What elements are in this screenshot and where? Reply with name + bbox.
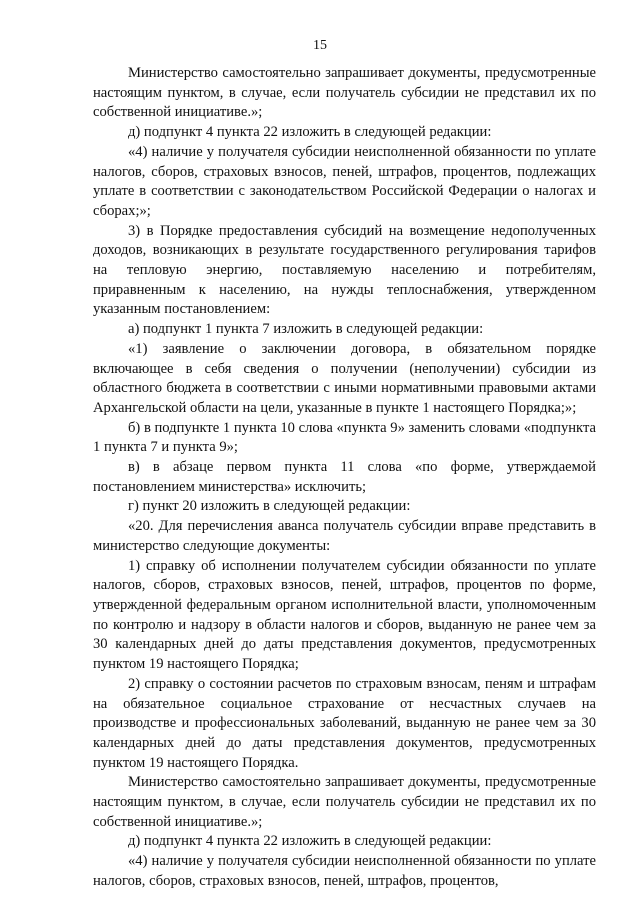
- paragraph: в) в абзаце первом пункта 11 слова «по форме, утверждаемой постановлением министерства» исключить;: [93, 459, 596, 495]
- paragraph: д) подпункт 4 пункта 22 изложить в следующей редакции:: [128, 124, 492, 141]
- paragraph: «4) наличие у получателя субсидии неисполненной обязанности по уплате налогов, сборов, страховых взносов, пеней, штрафов, процентов, подлежащих уплате в соответствии с законодательством Российской Федерации о налогах и сборах;»;: [93, 143, 596, 219]
- paragraph: 1) справку об исполнении получателем субсидии обязанности по уплате налогов, сборов, страховых взносов, пеней, штрафов, процентов по форме, утвержденной федеральным органом исполнительной власти, уполномоченным по контролю и надзору в области налогов и сборов, выданную не ранее чем за 30 календарных дней до даты представления документов, предусмотренных пунктом 19 настоящего Порядка;: [93, 557, 596, 673]
- paragraph: д) подпункт 4 пункта 22 изложить в следующей редакции:: [128, 833, 492, 850]
- paragraph: 2) справку о состоянии расчетов по страховым взносам, пеням и штрафам на обязательное социальное страхование от несчастных случаев на производстве и профессиональных заболеваний, выданную не ранее чем за 30 календарных дней до даты представления документов, предусмотренных пунктом 19 настоящего Порядка.: [93, 675, 596, 771]
- paragraph: б) в подпункте 1 пункта 10 слова «пункта 9» заменить словами «подпункта 1 пункта 7 и пункта 9»;: [93, 419, 596, 456]
- paragraph: а) подпункт 1 пункта 7 изложить в следующей редакции:: [128, 321, 484, 338]
- paragraph: Министерство самостоятельно запрашивает документы, предусмотренные настоящим пунктом, в случае, если получатель субсидии не представил их по собственной инициативе.»;: [93, 65, 596, 121]
- paragraph: «1) заявление о заключении договора, в обязательном порядке включающее в себя сведения о получении (неполучении) субсидии из областного бюджета в соответствии с иными нормативными правовыми актами Архангельской области на цели, указанные в пункте 1 настоящего Порядка;»;: [93, 340, 596, 416]
- paragraph: «4) наличие у получателя субсидии неисполненной обязанности по уплате налогов, сборов, страховых взносов, пеней, штрафов, процентов,: [93, 853, 596, 889]
- page-number: 15: [313, 38, 327, 53]
- paragraph: «20. Для перечисления аванса получатель субсидии вправе представить в министерство следующие документы:: [93, 518, 596, 554]
- document-body: [93, 64, 596, 892]
- paragraph: г) пункт 20 изложить в следующей редакции:: [128, 498, 411, 515]
- paragraph: Министерство самостоятельно запрашивает документы, предусмотренные настоящим пунктом, в случае, если получатель субсидии не представил их по собственной инициативе.»;: [93, 774, 596, 830]
- paragraph: 3) в Порядке предоставления субсидий на возмещение недополученных доходов, возникающих в результате государственного регулирования тарифов на тепловую энергию, поставляемую населению и потребителям, приравненным к населению, на нужды теплоснабжения, утвержденном указанным постановлением:: [93, 222, 596, 318]
